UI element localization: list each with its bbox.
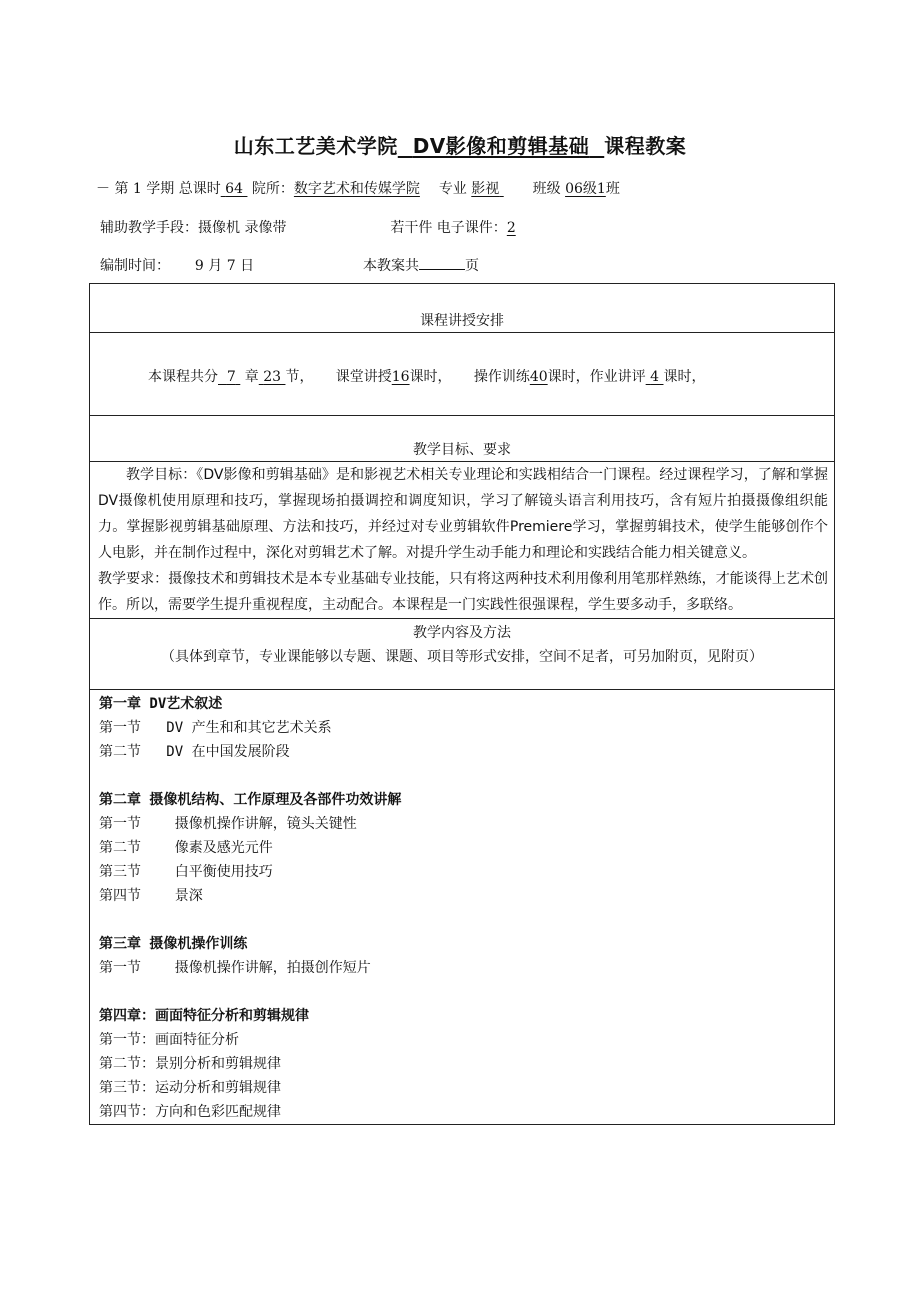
content-note: （具体到章节，专业课能够以专题、课题、项目等形式安排，空间不足者，可另加附页，见附页） — [161, 649, 763, 665]
schedule-heading: 课程讲授安排 — [420, 313, 504, 329]
chapter-title: 第三章 摄像机操作训练 — [99, 936, 248, 952]
section-item: 第二节：景别分析和剪辑规律 — [99, 1056, 281, 1072]
teaching-requirement: 教学要求：摄像技术和剪辑技术是本专业基础专业技能，只有将这两种技术利用像利用笔那样熟练，才能谈得上艺术创作。所以，需要学生提升重视程度，主动配合。本课程是一门实践性很强课程，学生要多动手，多联络。 — [98, 571, 828, 613]
title-course: DV影像和剪辑基础 — [412, 134, 590, 158]
goals-heading: 教学目标、要求 — [413, 442, 511, 458]
document-title — [0, 130, 920, 159]
class-value: 06级1 — [565, 181, 606, 197]
pages-blank — [419, 255, 465, 270]
goals-cell — [90, 462, 835, 619]
teaching-objective: 教学目标：《DV影像和剪辑基础》是和影视艺术相关专业理论和实践相结合一门课程。经过课程学习，了解和掌握DV摄像机使用原理和技巧，掌握现场拍摄调控和调度知识，学习了解镜头语言利用技巧，含有短片拍摄摄像组织能力。掌握影视剪辑基础原理、方法和技巧，并经过对专业剪辑软件Premiere学习，掌握剪辑技术，使学生能够创作个人电影，并在制作过程中，深化对剪辑艺术了解。对提升学生动手能力和理论和实践结合能力相关键意义。 — [98, 467, 828, 561]
practice-hours: 40 — [529, 369, 548, 385]
total-hours-label: 总课时 — [178, 181, 221, 197]
chapter-title: 第四章：画面特征分析和剪辑规律 — [99, 1008, 309, 1024]
title-suffix: 课程教案 — [604, 134, 687, 158]
pages-label: 本教案共 — [362, 258, 419, 274]
section-item: 第二节 DV 在中国发展阶段 — [99, 744, 290, 760]
lecture-hours: 16 — [391, 369, 410, 385]
chapter-title: 第二章 摄像机结构、工作原理及各部件功效讲解 — [99, 792, 402, 808]
section-count: 23 — [263, 369, 282, 385]
content-heading: 教学内容及方法 — [413, 625, 511, 641]
lesson-plan-table — [89, 283, 835, 1125]
review-hours: 4 — [650, 369, 660, 385]
compile-label: 编制时间： — [100, 258, 170, 274]
section-item: 第三节：运动分析和剪辑规律 — [99, 1080, 281, 1096]
goals-heading-cell — [90, 416, 835, 462]
chapter-count: 7 — [226, 369, 236, 385]
class-suffix: 班 — [605, 181, 620, 197]
compile-date: 9 月 7 日 — [194, 258, 255, 274]
section-item: 第四节：方向和色彩匹配规律 — [99, 1104, 281, 1120]
class-label: 班级 — [532, 181, 561, 197]
department-label: 院所： — [251, 181, 294, 197]
major: 影视 — [471, 181, 500, 197]
semester: － 第 1 学期 — [96, 181, 175, 197]
course-meta-line — [96, 178, 620, 198]
section-item: 第二节 像素及感光元件 — [99, 840, 273, 856]
teaching-aids-line — [100, 217, 516, 237]
content-heading-cell — [90, 619, 835, 690]
pages-suffix: 页 — [464, 258, 479, 274]
department: 数字艺术和传媒学院 — [293, 181, 420, 197]
section-item: 第一节 摄像机操作讲解，拍摄创作短片 — [99, 960, 371, 976]
title-school: 山东工艺美术学院 — [233, 134, 398, 158]
aids-count: 2 — [506, 220, 516, 236]
chapter-title: 第一章 DV艺术叙述 — [99, 696, 223, 712]
content-list-cell — [90, 690, 835, 1125]
schedule-heading-cell — [90, 284, 835, 333]
section-item: 第一节：画面特征分析 — [99, 1032, 239, 1048]
schedule-text: 本课程共分 7 章 23 节， 课堂讲授16课时， 操作训练40课时，作业讲评 4 课时， — [148, 369, 706, 385]
section-item: 第三节 白平衡使用技巧 — [99, 864, 273, 880]
schedule-cell — [90, 333, 835, 416]
aids-label: 辅助教学手段：摄像机 录像带 — [100, 220, 287, 236]
section-item: 第四节 景深 — [99, 888, 203, 904]
major-label: 专业 — [438, 181, 467, 197]
section-item: 第一节 DV 产生和和其它艺术关系 — [99, 720, 332, 736]
compile-line — [100, 255, 479, 275]
total-hours: 64 — [225, 181, 243, 197]
section-item: 第一节 摄像机操作讲解，镜头关键性 — [99, 816, 357, 832]
aids-extra: 若干件 电子课件： — [390, 220, 507, 236]
